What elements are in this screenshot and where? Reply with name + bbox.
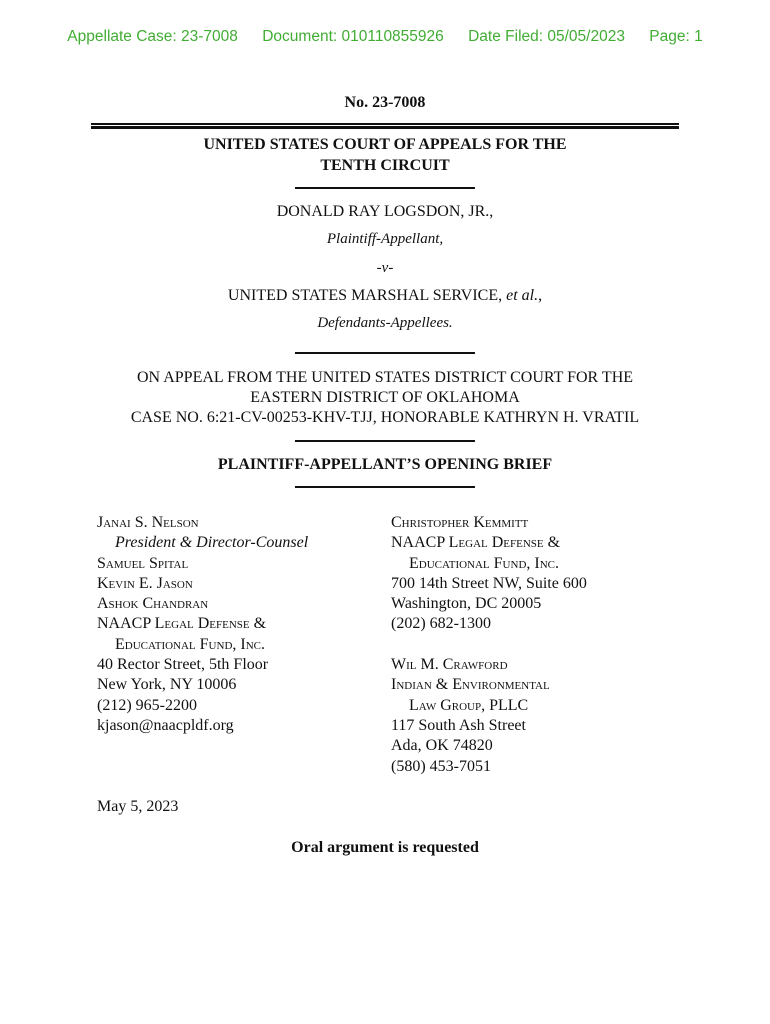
counsel-name: Samuel Spital — [97, 554, 189, 572]
counsel-org: Educational Fund, Inc. — [409, 554, 559, 572]
defendant-comma: , — [538, 287, 543, 304]
counsel-name: Kevin E. Jason — [97, 574, 193, 592]
counsel-name: Janai S. Nelson — [97, 514, 199, 531]
filing-date: May 5, 2023 — [97, 798, 179, 815]
counsel-name: Wil M. Crawford — [391, 656, 508, 674]
counsel-left-block — [97, 513, 308, 736]
counsel-address: 40 Rector Street, 5th Floor — [97, 656, 269, 674]
stamp-document: Document: 010110855926 — [262, 28, 444, 45]
brief-title: PLAINTIFF-APPELLANT’S OPENING BRIEF — [217, 456, 553, 473]
divider — [295, 352, 475, 354]
counsel-email: kjason@naacpldf.org — [97, 716, 234, 734]
counsel-address: Washington, DC 20005 — [391, 595, 542, 613]
counsel-phone: (580) 453-7051 — [391, 757, 491, 775]
stamp-page: Page: 1 — [649, 28, 703, 45]
divider — [295, 187, 475, 189]
appeal-line1: ON APPEAL FROM THE UNITED STATES DISTRICT COURT FOR THE — [136, 369, 634, 386]
defendant-name — [0, 287, 770, 305]
plaintiff-role: Plaintiff-Appellant, — [326, 231, 444, 247]
filing-stamp — [0, 28, 770, 46]
stamp-date-filed: Date Filed: 05/05/2023 — [468, 28, 625, 45]
appeal-line3: CASE NO. 6:21-CV-00253-KHV-TJJ, HONORABLE KATHRYN H. VRATIL — [130, 409, 640, 426]
counsel-address: 700 14th Street NW, Suite 600 — [391, 574, 587, 592]
counsel-right-block — [391, 513, 587, 777]
appeal-line2: EASTERN DISTRICT OF OKLAHOMA — [250, 389, 520, 406]
counsel-org: Law Group, PLLC — [409, 696, 529, 714]
divider — [295, 486, 475, 488]
spacer — [391, 635, 587, 655]
plaintiff-name: DONALD RAY LOGSDON, JR., — [276, 203, 494, 220]
counsel-address: 117 South Ash Street — [391, 716, 526, 734]
court-name-line2: TENTH CIRCUIT — [320, 157, 450, 174]
divider — [295, 440, 475, 442]
defendant-name-text: UNITED STATES MARSHAL SERVICE, — [227, 287, 503, 304]
counsel-address: New York, NY 10006 — [97, 676, 237, 694]
defendant-suffix: et al. — [506, 287, 539, 304]
counsel-name: Christopher Kemmitt — [391, 514, 529, 531]
counsel-org: Educational Fund, Inc. — [115, 635, 265, 653]
docket-number: No. 23-7008 — [344, 94, 426, 111]
counsel-phone: (212) 965-2200 — [97, 696, 197, 714]
counsel-org: NAACP Legal Defense & — [391, 534, 561, 552]
counsel-org: Indian & Environmental — [391, 676, 550, 694]
defendant-role: Defendants-Appellees. — [317, 315, 453, 331]
double-rule — [91, 123, 679, 129]
counsel-org: NAACP Legal Defense & — [97, 615, 267, 633]
counsel-phone: (202) 682-1300 — [391, 615, 491, 633]
counsel-address: Ada, OK 74820 — [391, 737, 493, 755]
versus: -v- — [376, 260, 394, 276]
counsel-name: Ashok Chandran — [97, 595, 209, 613]
counsel-title: President & Director-Counsel — [115, 534, 309, 552]
court-name-line1: UNITED STATES COURT OF APPEALS FOR THE — [203, 136, 567, 153]
stamp-case: Appellate Case: 23-7008 — [67, 28, 238, 45]
oral-argument-note: Oral argument is requested — [291, 839, 479, 856]
